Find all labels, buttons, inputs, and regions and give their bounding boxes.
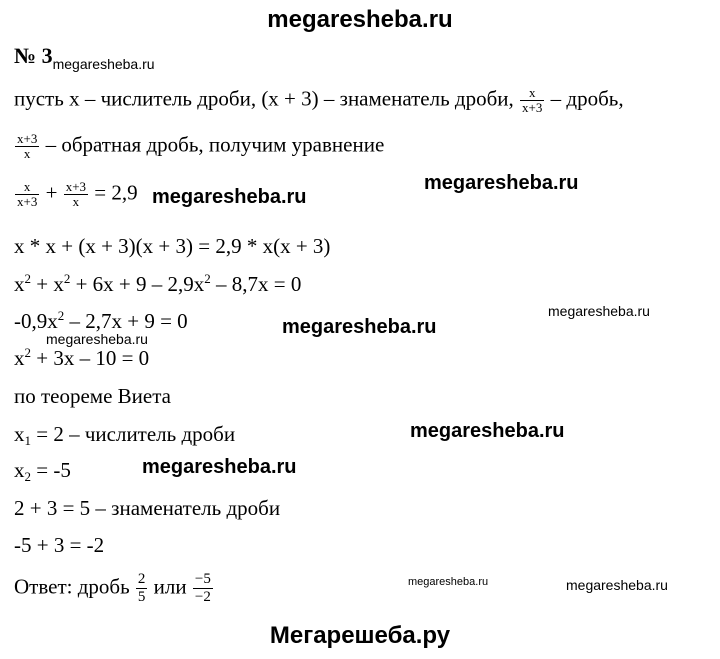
fraction-numerator: −5 [194, 571, 211, 587]
watermark-9: megaresheba.ru [566, 577, 668, 593]
solution-line-10 [14, 458, 71, 482]
fraction-2-over-5 [136, 571, 148, 606]
subscript: 1 [24, 433, 31, 448]
watermark-4: megaresheba.ru [282, 316, 437, 338]
solution-line-6 [14, 309, 188, 333]
line-2-text: – обратная дробь, получим уравнение [45, 132, 385, 157]
subscript: 2 [24, 469, 31, 484]
solution-line-8: по теореме Виета [14, 384, 171, 408]
fraction-neg5-over-neg2 [193, 571, 213, 606]
solution-line-5 [14, 272, 301, 296]
watermark-7: megaresheba.ru [142, 456, 297, 478]
exponent: 2 [57, 308, 65, 323]
problem-number: № 3 [14, 43, 53, 68]
fraction-numerator: x+3 [17, 131, 38, 146]
expr-part: + 3x – 10 = 0 [31, 346, 150, 370]
answer-label: Ответ: дробь [14, 574, 130, 599]
expr-part: x [14, 272, 25, 296]
expr-part: + 6x + 9 – 2,9x [70, 272, 205, 296]
expr-part: + x [31, 272, 64, 296]
problem-title [14, 44, 155, 76]
fraction-x3-over-x [64, 180, 88, 209]
fraction-denominator: x+3 [522, 100, 543, 115]
watermark-8: megaresheba.ru [408, 576, 489, 588]
line-1-tail: – дробь, [550, 86, 624, 111]
fraction-numerator: x [528, 85, 536, 100]
line-1-text: пусть x – числитель дроби, (x + 3) – знаменатель дроби, [14, 86, 514, 111]
solution-line-9 [14, 422, 235, 446]
fraction-denominator: x [15, 146, 39, 161]
fraction-numerator: x [23, 179, 31, 194]
fraction-x-over-x3 [15, 180, 39, 209]
watermark-1: megaresheba.ru [152, 186, 307, 208]
fraction-denominator: −2 [194, 589, 211, 605]
plus-sign: + [45, 180, 58, 205]
expr-part: = -5 [31, 458, 71, 482]
fraction-numerator: x+3 [65, 179, 87, 194]
title-watermark: megaresheba.ru [52, 56, 155, 72]
expr-part: x [14, 422, 25, 446]
equation-rhs: = 2,9 [94, 180, 138, 205]
fraction-denominator: 5 [137, 589, 146, 605]
solution-line-2 [14, 132, 384, 161]
solution-line-7 [14, 346, 149, 370]
fraction-denominator: x+3 [17, 194, 38, 209]
solution-line-1 [14, 86, 624, 115]
fraction-x3-over-x [15, 132, 39, 161]
expr-part: – 8,7x = 0 [210, 272, 302, 296]
expr-part: x [14, 346, 25, 370]
solution-line-12: -5 + 3 = -2 [14, 533, 105, 557]
site-footer: Мегарешеба.ру [269, 622, 451, 649]
exponent: 2 [24, 345, 31, 360]
solution-line-11: 2 + 3 = 5 – знаменатель дроби [14, 496, 281, 520]
exponent: 2 [204, 271, 211, 286]
fraction-denominator: x [64, 194, 88, 209]
exponent: 2 [24, 271, 31, 286]
expr-part: = 2 – числитель дроби [31, 422, 236, 446]
expr-part: x [14, 458, 25, 482]
watermark-5: megaresheba.ru [46, 331, 148, 347]
solution-line-3 [14, 180, 138, 209]
solution-line-4: x * x + (x + 3)(x + 3) = 2,9 * x(x + 3) [14, 234, 331, 258]
expr-part: – 2,7x + 9 = 0 [64, 309, 188, 333]
fraction-x-over-x3 [520, 86, 544, 115]
answer-line [14, 571, 214, 606]
site-header: megaresheba.ru [267, 6, 453, 33]
watermark-2: megaresheba.ru [424, 172, 579, 194]
fraction-numerator: 2 [137, 571, 146, 587]
watermark-3: megaresheba.ru [548, 303, 650, 319]
watermark-6: megaresheba.ru [410, 420, 565, 442]
or-word: или [153, 574, 187, 599]
expr-part: -0,9x [14, 309, 58, 333]
exponent: 2 [63, 271, 71, 286]
